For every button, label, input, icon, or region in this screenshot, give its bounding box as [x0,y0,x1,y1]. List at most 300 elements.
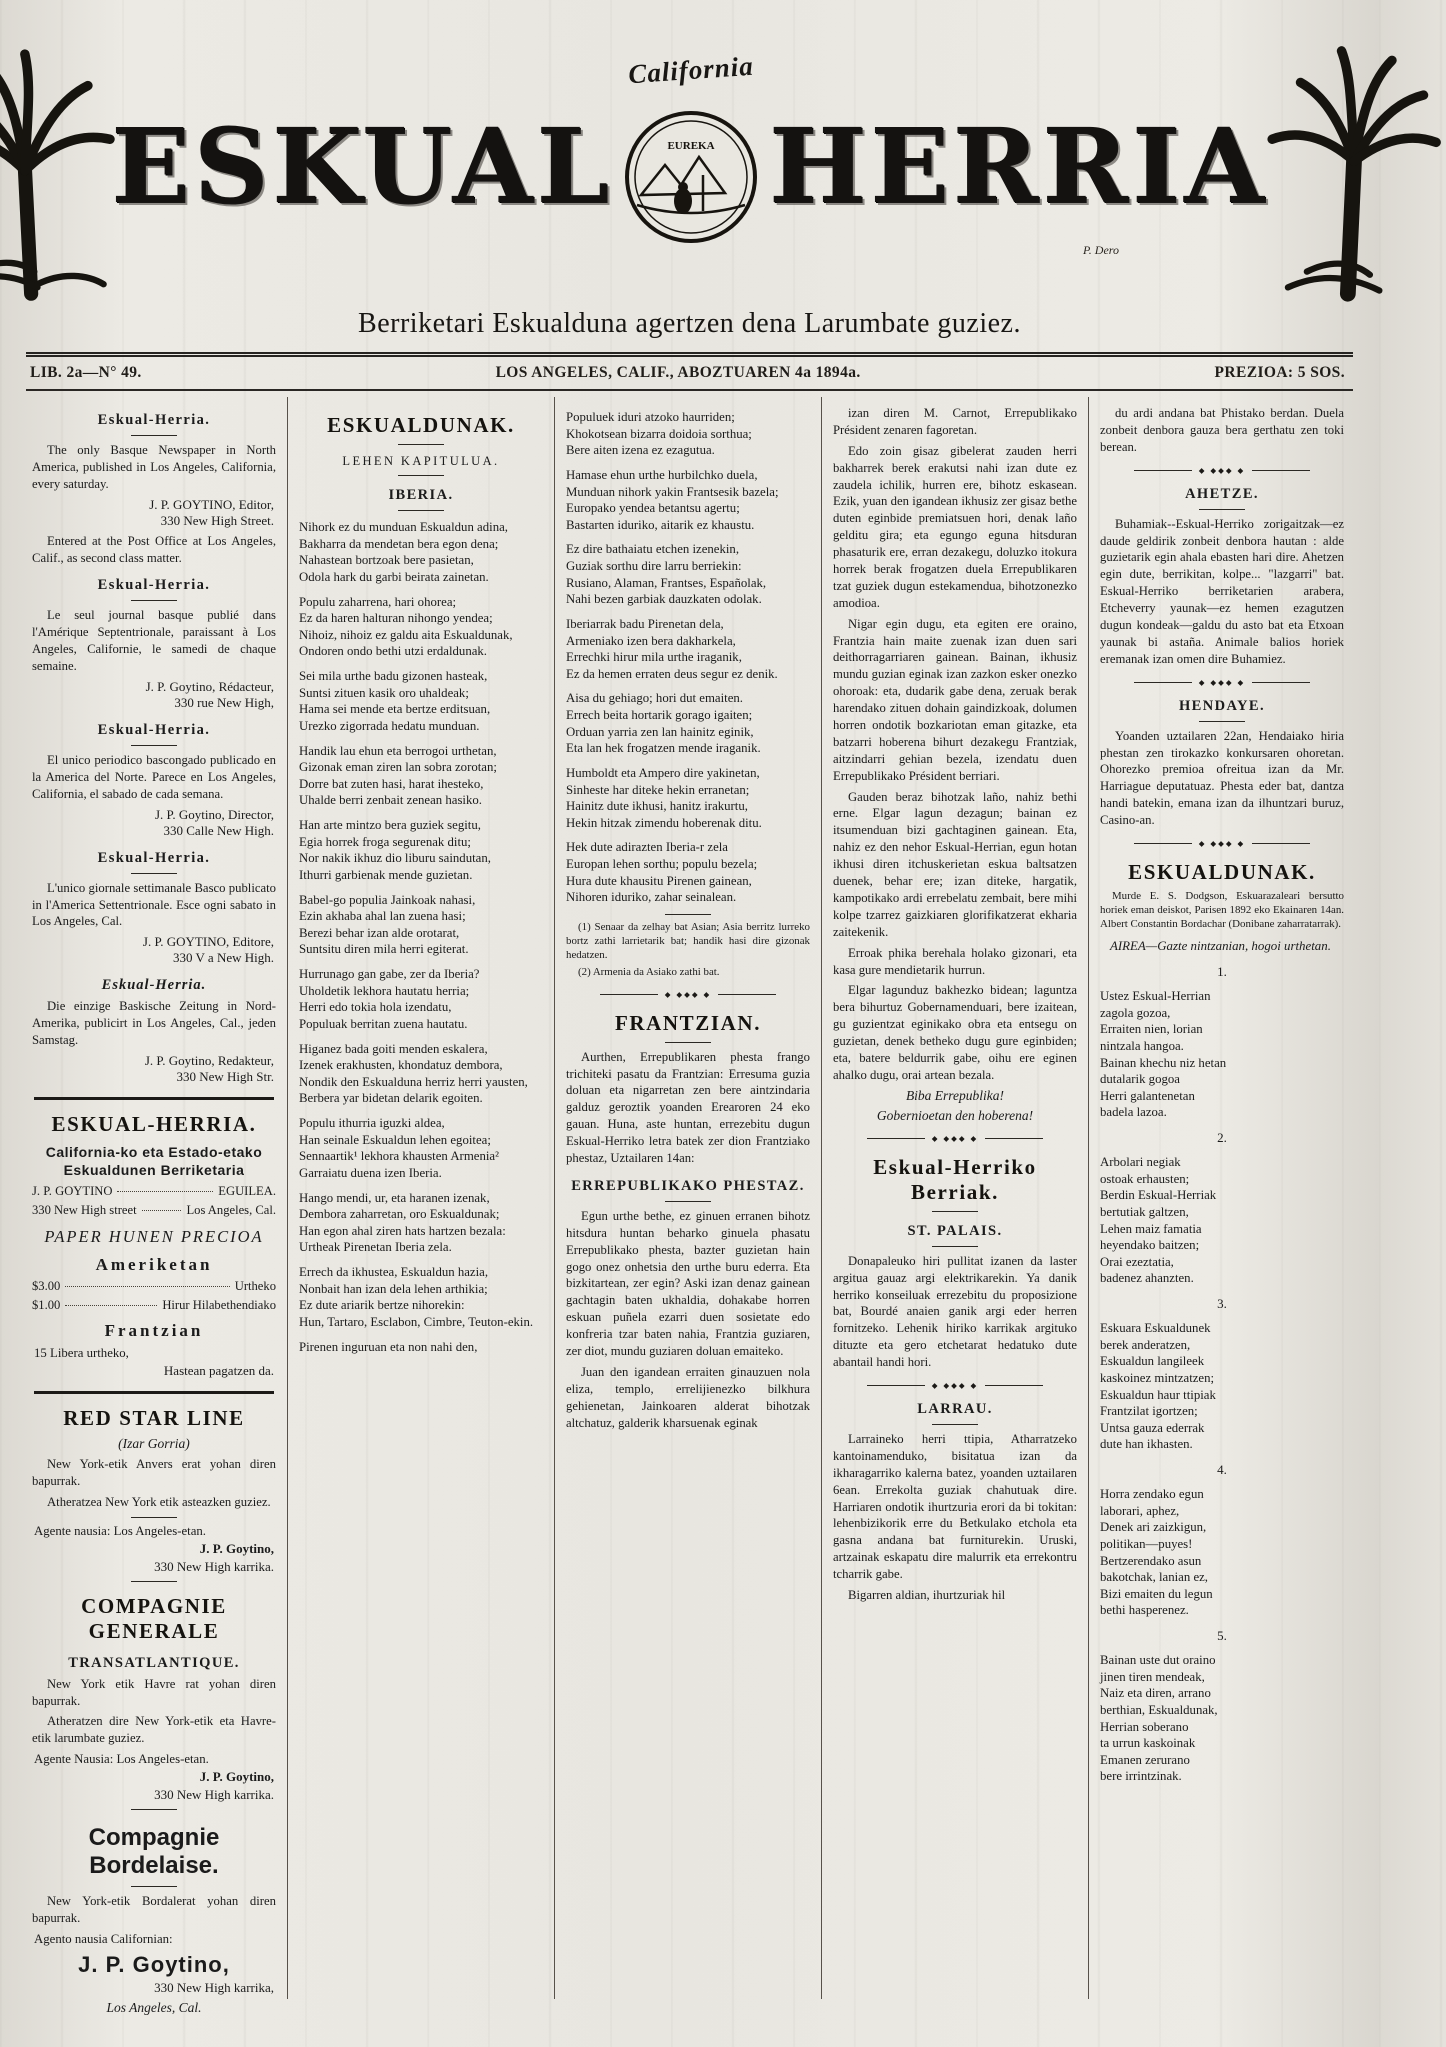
verse-line: Bertzerendako asun [1100,1553,1202,1568]
ornament-part [867,1138,925,1139]
stanza-number: 2. [1217,1130,1227,1146]
verse-line: Horra zendako egun [1100,1487,1204,1502]
text-line: 330 New High Str. [176,1069,274,1085]
divider-rule [932,1424,978,1425]
subheading-iberia: IBERIA. [388,487,454,503]
verse-stanza [299,594,543,661]
ornament-part [1134,470,1192,471]
verse-line: dute han ikhasten. [1100,1437,1193,1452]
rate-line [32,1203,276,1218]
verse-line: Hama sei mende eta bertze erditsuan, [299,702,491,717]
ornament-part [867,1385,925,1386]
ornament-part [1252,843,1310,844]
rate-line-part [117,1191,213,1192]
price: PREZIOA: 5 SOS. [1214,364,1345,381]
masthead-title [111,50,1268,271]
verse-line: Ez da hemen erraten deus segur ez denik. [566,666,778,681]
ornament-part [600,994,658,995]
ornament-part: ◆ ◆◆◆ ◆ [931,1133,979,1143]
paragraph: Atheratzen dire New York-etik eta Havre-etik larumbate guziez. [32,1714,276,1746]
verse-line: Hun, Tartaro, Esclabon, Cimbre, Teuton-ekin. [299,1314,534,1329]
verse-line: Aisa du gehiago; hori dut emaiten. [566,691,743,706]
rate-line-part: Los Angeles, Cal. [186,1203,276,1218]
verse-line: Suntsitu diren mila herri egiterat. [299,942,469,957]
subheading-eskual-herria: Eskual-Herria. [97,849,211,866]
divider-rule [131,1581,177,1582]
verse-line: Bastarten iduriko, aitarik ez khaustu. [566,517,755,532]
verse-line: Bainan khechu niz hetan [1100,1055,1227,1070]
divider-rule [131,600,177,601]
rate-line [32,1279,276,1294]
ornament-divider [1100,466,1344,475]
verse-line: Hurrunago gan gabe, zer da Iberia? [299,967,480,981]
verse-line: Populuek iduri atzoko haurriden; [566,410,735,424]
verse-line: Uhalde berri zenbait zenean hasiko. [299,793,482,808]
verse-stanza [299,966,543,1033]
text-line: California-ko eta Estado-etako [45,1144,263,1161]
text-line: 330 New High karrika, [154,1980,274,1996]
subheading-transatlantique: TRANSATLANTIQUE. [68,1654,240,1671]
verse-stanza [299,1339,543,1356]
paragraph: (Izar Gorria) [118,1436,190,1452]
paragraph: The only Basque Newspaper in North America, published in Los Angeles, California, every saturday. [32,443,276,491]
verse-stanza [566,541,810,608]
divider-rule [665,1201,711,1202]
signature-line [34,1980,274,1996]
paragraph: Erroak phika berehala holako gizonari, eta kasa gure mendietarik hurrun. [833,945,1077,977]
paragraph: Atheratzea New York etik asteazken guziez. [47,1494,271,1509]
seal-california-label: California [627,50,755,90]
divider-rule [665,1042,711,1043]
verse-line: Orduan yarria zen lan hainitz eginik, [566,724,754,739]
verse-stanza [299,1190,543,1257]
divider-rule [34,1097,274,1100]
divider-rule [1199,721,1245,722]
verse-line: Sinheste har diteke hekin erranetan; [566,782,750,797]
verse-line: Hek dute adirazten Iberia-r zela [566,840,728,855]
verse-line: Higanez bada goiti menden eskalera, [299,1041,488,1056]
subheading-eskual-herria: Eskual-Herria. [97,577,211,594]
verse-line: Munduan nihork yakin Frantsesik bazela; [566,484,779,499]
palm-tree-left-icon [0,32,123,300]
verse-stanza [299,1041,543,1108]
verse-line: Berezi behar izan alde orotarat, [299,925,460,940]
rate-line-part: J. P. GOYTINO [32,1184,113,1199]
issue-number: LIB. 2a—N° 49. [30,364,142,381]
ornament-part [1252,470,1310,471]
verse-line: Handik lau ehun eta berrogoi urthetan, [299,743,497,758]
rate-line-part [65,1305,157,1306]
verse-line: Untsa gauza ederrak [1100,1420,1205,1435]
text-line: J. P. Goytino, [199,1540,274,1556]
subheading-st-palais: ST. PALAIS. [907,1222,1003,1239]
stanza-number: 4. [1217,1462,1227,1478]
ornament-part: ◆ ◆◆◆ ◆ [1198,839,1246,849]
verse-line: Nihoiz, nihoiz ez galdu aita Eskualdunak, [299,627,513,642]
verse-stanza [566,690,810,757]
ornament-part [1252,682,1310,683]
verse-line: Naiz eta diren, arrano [1100,1686,1211,1701]
verse-stanza [299,743,543,810]
section-heading-red-star-line: RED STAR LINE [63,1406,245,1431]
section-heading-eskualdunak: ESKUALDUNAK. [327,413,515,437]
ornament-divider [833,1134,1077,1143]
text-line: 330 New High karrika. [154,1558,274,1574]
verse-line: Hamase ehun urthe hurbilchko duela, [566,467,758,482]
agent-name: J. P. Goytino, [78,1952,230,1978]
divider-rule [398,475,444,476]
text-line: J. P. Goytino, Rédacteur, [145,679,274,695]
verse-line: Han egon ahal ziren hats hartzen bezala: [299,1223,506,1238]
verse-line: Denek ari zaizkigun, [1100,1520,1207,1535]
divider-rule [131,435,177,436]
verse-line: Dorre bat zuten hasi, harat ihesteko, [299,776,484,791]
divider-rule [932,1211,978,1212]
divider-rule [131,1809,177,1810]
verse-line: Hekin hitzak zimendu hoberenak ditu. [566,815,762,830]
signature-line [34,1787,274,1803]
signature-line [34,679,274,711]
ornament-part: ◆ ◆◆◆ ◆ [1198,465,1246,475]
verse-line: Berdin Eskual-Herriak [1100,1188,1217,1203]
verse-line: Garraiatu duena izen Iberia. [299,1165,442,1180]
verse-line: Dembora zaharretan, oro Eskualdunak; [299,1207,500,1222]
seal-motto: EUREKA [667,140,715,152]
ornament-part [985,1385,1043,1386]
rate-line [32,1184,276,1199]
column-4 [822,397,1089,1999]
section-heading-eskual-herria: ESKUAL-HERRIA. [51,1112,257,1137]
verse-line: Hura dute khausitu Pirenen gainean, [566,873,752,888]
footnote: (1) Senaar da zelhay bat Asian; Asia berritz lurreko bortz zathi larrietarik bat; handik hasi dire gizonak hedatzen. [566,920,810,961]
ornament-part: ◆ ◆◆◆ ◆ [664,989,712,999]
rate-line-part [142,1210,182,1211]
verse-line: laborari, aphez, [1100,1503,1180,1518]
verse-stanza [566,467,810,534]
verse-line: Armeniako izen bera dakharkela, [566,633,736,648]
verse-line: bakotchak, lanian ez, [1100,1570,1209,1585]
text-line: 330 New High karrika. [154,1787,274,1803]
verse-line: Nahi bezen garbiak dauzkaten odolak. [566,592,762,607]
verse-line: bethi hasperenez. [1100,1603,1189,1618]
masthead [0,0,1379,306]
verse-line: berthian, Eskualdunak, [1100,1702,1218,1717]
verse-line: Bere aiten izena ez ezagutua. [566,443,715,458]
verse-line: nintzala hangoa. [1100,1038,1184,1053]
verse-line: zagola gozoa, [1100,1005,1171,1020]
paragraph: Juan den igandean erraiten ginauzuen nola eliza, templo, errelijienezko bilkhura gehienetan, Jainkoaren alderat bihotzak altchatuz, galderik kharsuenak eginak [566,1364,810,1430]
ornament-divider [1100,839,1344,848]
verse-stanza [566,409,810,459]
masthead-title-right: HERRIA [768,105,1268,227]
verse-line: Babel-go populia Jainkoak nahasi, [299,892,476,907]
verse-line: Europako yendea betantsu agertu; [566,501,740,516]
paragraph [32,1144,276,1179]
verse-stanza [299,668,543,735]
verse-line: Ez dute ariarik bertze nihorekin: [299,1298,465,1313]
article-columns [0,391,1379,2016]
paragraph: PAPER HUNEN PRECIOA [44,1227,264,1247]
paragraph: Gobernioetan den hoberena! [876,1107,1034,1123]
signature-line [34,934,274,966]
signature-line [34,497,274,529]
paragraph: Edo zoin gisaz gibelerat zauden herri bakharrek berek erakutsi nahi izan dute ez zaudela ichilik, hurren ere, bihotz eskasean. Ezik, yuan den igandean ikhusiz zer gisaz bethe duten eginbide premiatsuen hori, denak laño gelditu gira; eta egungo eguna hitsduran phasaturik ere, erran dezakegu, doluzko itokura horrek berak frogatzen duela Errepublikaren tzat guziek dugun estekamendua, bihotzonezko amodioa. [833,443,1077,610]
section-heading-compagnie-bordelaise: Compagnie Bordelaise. [88,1824,220,1880]
paragraph: Los Angeles, Cal. [106,2000,202,2016]
verse-line: Berbera yar bidetan delarik egoiten. [299,1091,483,1106]
ornament-part [1134,843,1192,844]
verse-line: Populu zaharrena, hari ohorea; [299,594,457,609]
verse-line: Humboldt eta Ampero dire yakinetan, [566,765,760,780]
paragraph: New York etik Havre rat yohan diren bapurrak. [32,1676,276,1708]
verse-line: Odola hark du garbi beirata zainetan. [299,569,489,584]
signature-line [34,1541,274,1557]
text-line: J. P. GOYTINO, Editore, [142,934,274,950]
paragraph: Bigarren aldian, ihurtzuriak hil [848,1587,1006,1602]
verse-line: Egia horrek froga segurenak ditu; [299,834,471,849]
stanza-number: 1. [1217,964,1227,980]
text-line: J. P. Goytino, Director, [155,806,274,822]
verse-line: jinen tiren mendeak, [1100,1669,1205,1684]
verse-line: Eskualdun haur ttipiak [1100,1387,1216,1402]
rate-line-part: Hirur Hilabethendiako [162,1298,276,1313]
subheading-eskual-herria: Eskual-Herria. [101,977,207,994]
divider-rule [398,444,444,445]
verse-line: Erraiten nien, lorian [1100,1022,1203,1037]
signature-line [34,807,274,839]
verse-line: Herri edo tokia hola izendatu, [299,1000,452,1015]
ornament-divider [833,1381,1077,1390]
verse-line: Nor nakik ikhuz dio liburu saindutan, [299,851,491,866]
section-heading-eskual-herriko-berriak: Eskual-Herriko Berriak. [873,1154,1037,1204]
verse-line: Ithurri garbienak mende guzietan. [299,867,473,882]
ornament-part [985,1138,1043,1139]
verse-line: Suntsi zituen kasik oro uhaldeak; [299,685,469,700]
paragraph: El unico periodico bascongado publicado en la America del Norte. Parece en Los Angeles, California, el sabado de cada semana. [32,753,276,801]
verse-stanza [1100,1486,1344,1619]
column-5 [1089,397,1355,1999]
verse-line: Emanen zerurano [1100,1752,1190,1767]
divider-rule [34,1391,274,1394]
verse-line: dutalarik gogoa [1100,1072,1180,1087]
california-state-seal [607,50,775,263]
paragraph: Buhamiak--Eskual-Herriko zorigaitzak—ez daude geldirik zonbeit denbora hautan : alde guzietarik egin ahala ebasten hari dire. Ahetzen egin dute, berrikitan, kolpe... "lazgarri" bat. Eskual-Herriko berriketarien arabera, Etcheverry yaunak—ez hemen ezagutzen dugun kondeak—galdu du asto bat eta Etxoan yaunak bi astaña. Animale balios horiek eremanak izan omen dire Buhamiez. [1100,516,1344,666]
paragraph: Gauden beraz bihotzak laño, nahiz bethi erne. Elgar lagun dezagun; bainan ez itsumenduan bizi gachtaginen gainean. Eta, nahiz ez den nehor Eskual-Herrian, egun hotan ikhusi diren itchuskerietan eskua baltsatzen duenek, behar ere; izan diteke, hargatik, kampotikako ardi errebelatu zembait, bere mihi kolpe tzarrez gaizkiaren glorifikatzerat ekharia zaitekenik. [833,789,1077,939]
verse-line: Eta lan hek frogatzen mende iraganik. [566,741,761,756]
subheading-errepublikako-phestaz: ERREPUBLIKAKO PHESTAZ. [571,1177,805,1194]
subheading-larrau: LARRAU. [917,1400,993,1417]
place-and-date: LOS ANGELES, CALIF., ABOZTUAREN 4a 1894a. [495,364,861,381]
verse-line: Arbolari negiak [1100,1155,1181,1170]
verse-line: Han arte mintzo bera guziek segitu, [299,818,481,832]
section-heading-compagnie-generale: COMPAGNIE GENERALE [81,1593,227,1643]
footnote: Murde E. S. Dodgson, Eskuarazaleari bersutto horiek eman deiskot, Parisen 1892 eko Ekainaren 14an. Albert Constantin Bordachar (Donibane zaharratarrak). [1100,890,1344,930]
text-line: 330 rue New High, [174,695,274,711]
divider-rule [131,873,177,874]
verse-line: Nondik den Eskualduna herriz herri yausten, [299,1074,528,1089]
verse-stanza [1100,988,1344,1121]
paragraph: 15 Libera urtheko, [34,1346,129,1361]
verse-stanza [299,1264,543,1331]
signature-line [34,1769,274,1785]
divider-rule [131,1886,177,1887]
paragraph: Larraineko herri ttipia, Atharratzeko kantoinamenduko, bisitatua izan da ikharagarriko kalerna batez, yoanden uztailaren 6ean. Errekolta guziak chahutuak dire. Harriaren ondotik ihurtzuria erori da bi tokitan: lehenbizikorik erre du Betkulako etchola eta gasna andana bat furniturekin. Uruski, artzainak eskapatu dire malurrik eta errekontru tcharrik gabe. [833,1431,1077,1582]
artist-signature: P. Dero [1083,243,1119,257]
verse-stanza [1100,1154,1344,1287]
text-line: J. P. GOYTINO, Editor, [149,496,274,512]
text-line: Eskualdunen Berriketaria [63,1161,245,1178]
paragraph: Egun urthe bethe, ez ginuen erranen bihotz hitsdura huntan beharko ginuela phasatu Errepublikako phesta, bazter guzietan hain gogo onez onhetsia den urthe buru ederra. Eta bizkitartean, zer egin? Aski izan denaz gainean gachtagin baten ukhaldia, dohakabe horren eskuan puñela ezarri duen sosietate edo konfreria tzar baten nahia, Frantzia guziaren, zer diot, mundu guziaren doluan emaiteko. [566,1208,810,1359]
paragraph: Aurthen, Errepublikaren phesta frango trichiteki pasatu da Frantzian: Erresuma guzia doluan eta nigarretan zen bere aintzindaria galduz geroztik yoanden Erearoren 24 eko gauan. Huna, aste huntan, errezebitu dugun Eskual-Herriko letra batek zer dion Frantziako phestaz, Uztailaren 14an: [566,1049,810,1166]
verse-line: Errech beita hortarik gorago igaiten; [566,708,753,722]
divider-rule [665,914,711,915]
verse-line: Izenek erakhusten, khondatuz dembora, [299,1058,503,1073]
paragraph: Elgar lagunduz bakhezko bidean; laguntza bera bihurtuz Gobernamenduari, bere izaitean, gu guzientzat eginikako obra eta entsegu on guzietan, denek betheko dugu gure eginbiden; eta, batere beldurrik gabe, oihu ere eginen ahalko dugu, orai artean bezala. [833,983,1077,1082]
verse-line: Ondoren ondo bethi utzi erdaldunak. [299,644,487,659]
verse-line: Pirenen inguruan eta non nahi den, [299,1339,478,1354]
rate-line [32,1298,276,1313]
text-line: 330 Calle New High. [163,822,274,838]
divider-rule [131,1517,177,1518]
paragraph: izan diren M. Carnot, Errepublikako Président zenaren fagoretan. [833,406,1077,437]
ornament-part: ◆ ◆◆◆ ◆ [1198,677,1246,687]
paragraph: New York-etik Bordalerat yohan diren bapurrak. [32,1894,276,1926]
text-line: J. P. Goytino, Redakteur, [144,1053,274,1069]
verse-stanza [299,817,543,884]
verse-line: Ustez Eskual-Herrian [1100,989,1211,1004]
text-line: J. P. Goytino, [199,1769,274,1785]
footnote: (2) Armenia da Asiako zathi bat. [578,965,720,978]
verse-line: Errech da ikhustea, Eskualdun hazia, [299,1265,489,1279]
verse-line: Herrian soberano [1100,1719,1189,1734]
verse-line: Nahastean bortzoak bere pasietan, [299,553,474,568]
ornament-part: ◆ ◆◆◆ ◆ [931,1380,979,1390]
verse-line: politikan—puyes! [1100,1536,1193,1551]
palm-tree-right-icon [1256,32,1446,300]
divider-rule [1199,509,1245,510]
verse-line: badenez ahanzten. [1100,1271,1194,1286]
divider-rule [131,745,177,746]
verse-stanza [566,839,810,906]
stanza-number: 3. [1217,1296,1227,1312]
paper-subtitle: Berriketari Eskualduna agertzen dena Larumbate guziez. [358,308,1021,339]
divider-rule [398,510,444,511]
verse-line: heyendako baitzen; [1100,1238,1200,1253]
text-line: 330 New High Street. [160,512,274,528]
verse-line: ostoak erhausten; [1100,1171,1190,1186]
subheading-eskual-herria: Eskual-Herria. [97,412,211,428]
verse-line: Hango mendi, ur, eta haranen izenak, [299,1190,490,1205]
verse-line: Hainitz dute ikhusi, hanitz irakurtu, [566,799,748,814]
verse-line: Eskualdun langileek [1100,1354,1205,1369]
verse-line: Nihork ez du munduan Eskualdun adina, [299,520,508,534]
verse-line: Eskuara Eskualdunek [1100,1321,1211,1336]
paragraph: Agente Nausia: Los Angeles-etan. [34,1752,209,1767]
paragraph: Donapaleuko hiri pullitat izanen da laster argitua gauaz argi elektrikarekin. Ya danik herriko konseiluak errezebitu du proposizione bat, Bourdé anaien ganik argi eder herren fornitzeko. Lehenik hiriko karrikak argituko dituzte eta gero etchetarat hedatuko dute abantail handi hori. [833,1253,1077,1370]
verse-line: Orai ezeztatia, [1100,1254,1174,1269]
verse-line: Uholdetik lekhora hautatu herria; [299,983,470,998]
signature-line [34,1559,274,1575]
paragraph: Agente nausia: Los Angeles-etan. [34,1523,206,1538]
verse-line: bere irrintzinak. [1100,1769,1182,1784]
rate-line-part: 330 New High street [32,1203,137,1218]
verse-line: Bizi emaiten du legun [1100,1586,1213,1601]
paragraph: Biba Errepublika! [905,1087,1005,1103]
verse-line: Sennaartik¹ lekhora khausten Armenia² [299,1149,499,1164]
verse-line: Urezko zigorrada hedatu munduan. [299,718,480,733]
subheading-lehen-kapitulua: LEHEN KAPITULUA. [342,454,500,468]
verse-line: Nonbait han izan dela lehen arthikia; [299,1281,488,1296]
text-line: 330 V a New High. [173,950,274,966]
verse-line: Bakharra da mendetan bera egon dena; [299,536,499,551]
ornament-part [718,994,776,995]
verse-line: Nihoren iduriko, zahar seinalean. [566,890,737,905]
verse-stanza [299,1115,543,1182]
rate-line-part [65,1286,229,1287]
verse-line: Urtheak Pirenetan Iberia zela. [299,1240,452,1255]
verse-line: kaskoinez mintzatzen; [1100,1370,1215,1385]
signature-line [34,1363,274,1379]
paragraph: Frantzian [104,1321,204,1341]
verse-line: Populuak berritan zuena hautatu. [299,1016,468,1031]
verse-line: Europan lehen sorthu; populu bezela; [566,857,758,871]
verse-line: berek anderatzen, [1100,1337,1191,1352]
paragraph: Die einzige Baskische Zeitung in Nord-Amerika, publicirt in Los Angeles, Cal., jeden Samstag. [32,999,276,1048]
verse-line: Rusiano, Alaman, Frantses, Españolak, [566,575,767,590]
paragraph: Le seul journal basque publié dans l'Amérique Septentrionale, paraissant à Los Angeles, Californie, le samedi de chaque semaine. [32,608,276,674]
signature-line [34,1053,274,1085]
section-heading-frantzian: FRANTZIAN. [614,1010,762,1035]
verse-line: bertutiak galtzen, [1100,1204,1189,1219]
verse-line: Herri galantenetan [1100,1088,1195,1103]
ornament-divider [1100,678,1344,687]
verse-line: ta urrun kaskoinak [1100,1736,1196,1751]
paragraph: Yoanden uztailaren 22an, Hendaiako hiria phestan zen tirokazko konkursaren ohoretan. Ohorezko premioa ofreitua izan da Mr. Harriague deputatuaz. Phesta eder bat, dantza handi batekin, emana izan da ilhuntzari buruz, Casino-an. [1100,728,1344,828]
verse-line: Gizonak eman ziren lan sobra zorotan; [299,760,497,775]
verse-stanza [566,765,810,832]
text-line: Hastean pagatzen da. [163,1363,274,1379]
column-3 [555,397,822,1999]
section-heading-eskualdunak: ESKUALDUNAK. [1128,860,1316,885]
divider-rule [932,1246,978,1247]
verse-line: badela lazoa. [1100,1105,1167,1120]
rate-line-part: $3.00 [32,1279,61,1294]
stanza-number: 5. [1217,1628,1227,1644]
verse-stanza [1100,1320,1344,1453]
verse-line: Han seinale Eskualdun lehen egoitea; [299,1132,491,1147]
paragraph: Nigar egin dugu, eta egiten ere oraino, Frantzia hain maite zuenak izan duen sari deithorragarriaren gainean. Bainan, ikhusiz mundu guzian eginak izan zazkon esker onezko ohoroak: eta, dudarik gabe dena, zeruak berak harendako zituen dohain gaindizkoak, dolumen horren ondotik bozkariotan eman gitazke, eta batzarri hoberena bihurt dezakegu Frantziak, aitzindarri gehian bezela, izendatu duen Errepublikako Président berriari. [833,616,1077,783]
verse-line: Ez da haren halturan nihongo yendea; [299,611,493,626]
verse-line: Ezin akhaba ahal lan zuena hasi; [299,909,466,924]
verse-stanza [299,892,543,959]
ornament-divider [566,990,810,999]
paragraph: du ardi andana bat Phistako berdan. Duela zonbeit denbora gauza bera gerthatu zen toki berean. [1100,406,1344,454]
verse-stanza [299,519,543,586]
subheading-eskual-herria: Eskual-Herria. [97,722,211,739]
verse-line: Errechki hirur mila urthe iraganik, [566,650,742,665]
paragraph: L'unico giornale settimanale Basco publicato in l'America Settentrionale. Esce ogni sabato in Los Angeles, Cal. [32,880,276,929]
rate-line-part: Urtheko [234,1279,276,1294]
verse-line: Lehen maiz famatia [1100,1221,1202,1236]
subheading-ahetze: AHETZE. [1185,485,1259,502]
paragraph: Agento nausia Californian: [34,1932,173,1947]
verse-stanza [1100,1652,1344,1785]
subheading-hendaye: HENDAYE. [1178,697,1265,714]
verse-line: Iberiarrak badu Pirenetan dela, [566,616,724,631]
rate-line-part: EGUILEA. [218,1184,276,1199]
verse-line: Khokotsean bizarra doidoia sorthua; [566,426,752,441]
paragraph: New York-etik Anvers erat yohan diren bapurrak. [32,1457,276,1488]
